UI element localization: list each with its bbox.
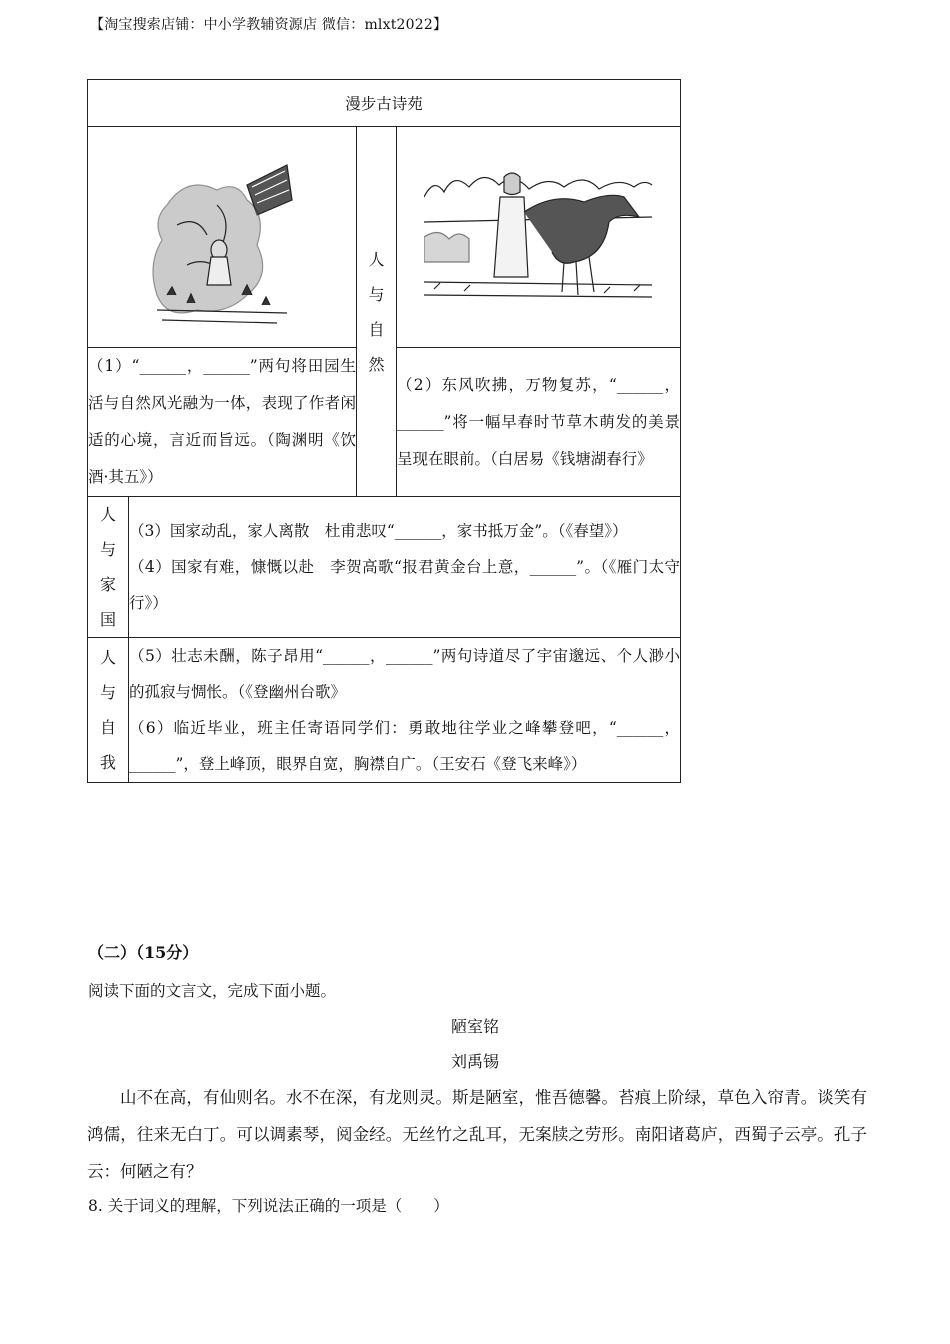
man-horse-illustration [397,127,681,348]
question-5: （5）壮志未酬，陈子昂用“______，______”两句诗道尽了宇宙邈远、个人渺小的孤寂与惆怅。（《登幽州台歌》 [129,647,681,701]
section-instruction: 阅读下面的文言文，完成下面小题。 [88,982,337,1000]
self-row-label [88,638,129,783]
page-header: 【淘宝搜索店铺：中小学教辅资源店 微信：mlxt2022】 [90,17,448,33]
label-char: 人 [99,648,116,667]
label-char: 与 [99,683,116,702]
label-char: 国 [99,610,116,629]
question-1: （1）“______，______”两句将田园生活与自然风光融为一体，表现了作者闲适的心境，言近而旨远。（陶渊明《饮酒·其五》） [88,348,357,497]
question-4: （4）国家有难，慷慨以赴 李贺高歌“报君黄金台上意，______”。（《雁门太守行》） [129,558,681,612]
passage-title: 陋室铭 [450,1017,499,1036]
label-char: 自 [99,718,116,737]
label-char: 我 [99,753,116,772]
label-char: 与 [368,284,385,304]
label-char: 与 [99,540,116,559]
questions-3-4 [129,497,681,638]
section-heading: （二）（15分） [88,943,199,962]
passage-author: 刘禹锡 [450,1052,499,1071]
poetry-table [87,79,681,783]
question-2: （2）东风吹拂，万物复苏，“______，______”将一幅早春时节草木萌发的美景呈现在眼前。（白居易《钱塘湖春行》 [397,348,681,497]
poet-garden-illustration [88,127,357,348]
question-6: （6）临近毕业，班主任寄语同学们：勇敢地往学业之峰攀登吧，“______，______”，登上峰顶，眼界自宽，胸襟自广。（王安石《登飞来峰》） [129,719,681,773]
label-char: 自 [368,319,385,339]
table-title: 漫步古诗苑 [88,80,681,127]
question-3: （3）国家动乱，家人离散 杜甫悲叹“______，家书抵万金”。（《春望》） [129,522,628,540]
passage-text: 山不在高，有仙则名。水不在深，有龙则灵。斯是陋室，惟吾德馨。苔痕上阶绿，草色入帘青。谈笑有鸿儒，往来无白丁。可以调素琴，阅金经。无丝竹之乱耳，无案牍之劳形。南阳诸葛庐，西蜀子云亭。孔子云：何陋之有？ [87,1088,867,1181]
label-char: 然 [368,354,385,374]
questions-5-6 [129,638,681,783]
label-char: 人 [99,505,116,524]
country-row-label [88,497,129,638]
label-char: 人 [368,249,385,269]
label-char: 家 [99,575,116,594]
nature-column-label [357,127,397,497]
question-8: 8. 关于词义的理解，下列说法正确的一项是（ ） [88,1197,449,1215]
